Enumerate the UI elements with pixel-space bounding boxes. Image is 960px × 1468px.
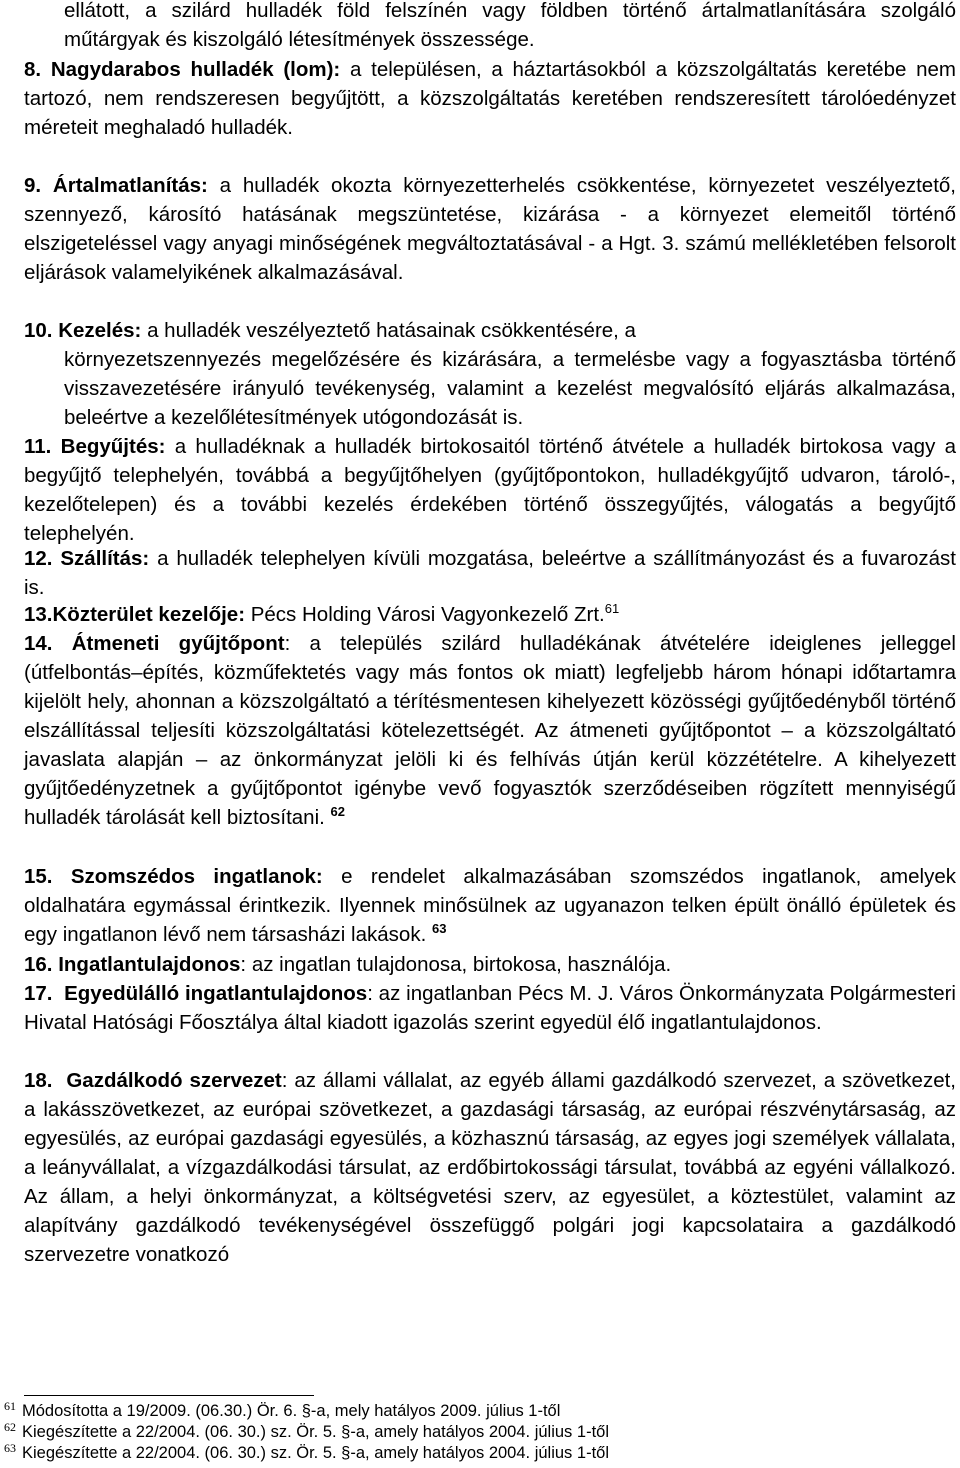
- item-text: a hulladék telephelyen kívüli mozgatása, beleértve a szállítmányozást és a fuvarozást is.: [24, 547, 956, 599]
- footnote-61: 61 Módosította a 19/2009. (06.30.) Ör. 6. §-a, mely hatályos 2009. július 1-től: [4, 1399, 561, 1420]
- item-text: a hulladéknak a hulladék birtokosaitól történő átvétele a hulladék birtokosa vagy a begyűjtő telephelyén, továbbá a begyűjtőhelyen (gyűjtőpontokon, hulladékgyűjtő udvaron, tároló-, kezelőtelepen) és a további kezelés érdekében történő összegyűjtés, válogatás a begyűjtő telephelyén.: [24, 435, 956, 545]
- item-number: 10.: [24, 319, 53, 342]
- item-text: : az ingatlan tulajdonosa, birtokosa, használója.: [240, 953, 672, 976]
- item-number: 18.: [24, 1069, 53, 1092]
- footnote-divider: [24, 1395, 314, 1396]
- item-term: Gazdálkodó szervezet: [66, 1069, 282, 1092]
- definition-14: [24, 629, 956, 832]
- footnote-63: 63 Kiegészítette a 22/2004. (06. 30.) sz. Ör. 5. §-a, amely hatályos 2004. július 1-től: [4, 1441, 609, 1462]
- definition-11: [24, 432, 956, 548]
- footnote-ref[interactable]: 62: [330, 804, 346, 819]
- item-term: Ártalmatlanítás:: [52, 174, 208, 197]
- footnote-62: 62 Kiegészítette a 22/2004. (06. 30.) sz. Ör. 5. §-a, amely hatályos 2004. július 1-től: [4, 1420, 609, 1441]
- definition-18: [24, 1066, 956, 1269]
- item-text: : a település szilárd hulladékának átvételére ideiglenes jelleggel (útfelbontás–építés, közműfektetés vagy más fontos ok miatt) legfeljebb három hónapi időtartamra kijelölt hely, ahonnan a közszolgáltató a térítésmentesen kihelyezett közösségi gyűjtőedényből történő elszállítással teljesíti közszolgáltatási kötelezettségét. Az átmeneti gyűjtőpontot – a közszolgáltató javaslata alapján – az önkormányzat jelöli ki és felhívás útján kerül közzétételre. A kihelyezett gyűjtőedényzetnek a gyűjtőpontot igénybe vevő fogyasztók szerződéseiben rögzített mennyiségű hulladék tárolását kell biztosítani.: [24, 632, 956, 829]
- item-number: 13.: [24, 603, 53, 626]
- item-text: e rendelet alkalmazásában szomszédos ingatlanok, amelyek oldalhatára egymással érintkezik. Ilyennek minősülnek az ugyanazon telken épült önálló épületek és egy ingatlanon lévő nem társasházi lakások.: [24, 865, 956, 946]
- item-term: Kezelés:: [58, 319, 142, 342]
- item-term: Egyedülálló ingatlantulajdonos: [64, 982, 368, 1005]
- continuation-text: ellátott, a szilárd hulladék föld felszínén vagy földben történő ártalmatlanítására szolgáló műtárgyak és kiszolgáló létesítmények összessége.: [64, 0, 956, 51]
- item-term: Nagydarabos hulladék (lom):: [50, 58, 341, 81]
- footnote-text: Kiegészítette a 22/2004. (06. 30.) sz. Ör. 5. §-a, amely hatályos 2004. július 1-től: [22, 1423, 609, 1441]
- item-number: 15.: [24, 865, 53, 888]
- item-term: Átmeneti gyűjtőpont: [71, 632, 285, 655]
- definition-17: [24, 979, 956, 1037]
- item-text-continued: környezetszennyezés megelőzésére és kizárására, a termelésbe vagy a fogyasztásba történő visszavezetésére irányuló tevékenység, valamint a kezelést megvalósító eljárás alkalmazása, beleértve a kezelőlétesítmények utógondozását is.: [64, 348, 956, 429]
- item-text: Pécs Holding Városi Vagyonkezelő Zrt.: [245, 603, 605, 626]
- item-text: a településen, a háztartásokból a közszolgáltatás keretébe nem tartozó, nem rendszeresen begyűjtött, a közszolgáltatás keretében rendszeresített tárolóedényzet méreteit meghaladó hulladék.: [24, 58, 956, 139]
- definition-9: [24, 171, 956, 287]
- definition-16: [24, 950, 956, 979]
- item-number: 17.: [24, 982, 53, 1005]
- footnote-ref[interactable]: 63: [431, 921, 447, 936]
- item-term: Ingatlantulajdonos: [58, 953, 241, 976]
- item-term: Közterület kezelője:: [52, 603, 246, 626]
- item-text: a hulladék veszélyeztető hatásainak csökkentésére, a: [141, 319, 636, 342]
- item-number: 11.: [24, 435, 52, 458]
- footnote-text: Kiegészítette a 22/2004. (06. 30.) sz. Ör. 5. §-a, amely hatályos 2004. július 1-től: [22, 1444, 609, 1462]
- item-term: Szomszédos ingatlanok:: [70, 865, 323, 888]
- item-number: 9.: [24, 174, 42, 197]
- definition-10: [24, 316, 956, 345]
- footnote-ref[interactable]: 61: [604, 601, 620, 616]
- definition-8: [24, 55, 956, 142]
- definition-10-continued: [64, 345, 956, 432]
- item-text: : az állami vállalat, az egyéb állami gazdálkodó szervezet, a szövetkezet, a lakásszövetkezet, az európai szövetkezet, a gazdasági társaság, az európai részvénytársaság, az egyesülés, az európai gazdasági egyesülés, a közhasznú társaság, az egyes jogi személyek vállalata, a leányvállalat, a vízgazdálkodási társulat, az erdőbirtokossági társulat, továbbá az egyéni vállalkozó. Az állam, a helyi önkormányzat, a költségvetési szerv, az egyesület, a köztestület, valamint az alapítvány gazdálkodó tevékenységével összefüggő polgári jogi kapcsolataira a gazdálkodó szervezetre vonatkozó: [24, 1069, 956, 1266]
- definition-12: [24, 544, 956, 602]
- item-text: : az ingatlanban Pécs M. J. Város Önkormányzata Polgármesteri Hivatal Hatósági Főosztálya által kiadott igazolás szerint egyedül élő ingatlantulajdonos.: [24, 982, 956, 1034]
- item-term: Szállítás:: [60, 547, 150, 570]
- item-text: a hulladék okozta környezetterhelés csökkentése, környezetet veszélyeztető, szennyező, károsító hatásának megszüntetése, kizárása - a környezet elemeitől történő elszigeteléssel vagy anyagi minőségének megváltoztatásával - a Hgt. 3. számú mellékletében felsorolt eljárások valamelyikének alkalmazásával.: [24, 174, 956, 284]
- item-number: 16.: [24, 953, 53, 976]
- item-number: 14.: [24, 632, 53, 655]
- definition-13: [24, 600, 956, 629]
- footnote-text: Módosította a 19/2009. (06.30.) Ör. 6. §-a, mely hatályos 2009. július 1-től: [22, 1402, 561, 1420]
- continuation-paragraph: [64, 0, 956, 54]
- item-term: Begyűjtés:: [60, 435, 166, 458]
- item-number: 12.: [24, 547, 53, 570]
- item-number: 8.: [24, 58, 42, 81]
- definition-15: [24, 862, 956, 949]
